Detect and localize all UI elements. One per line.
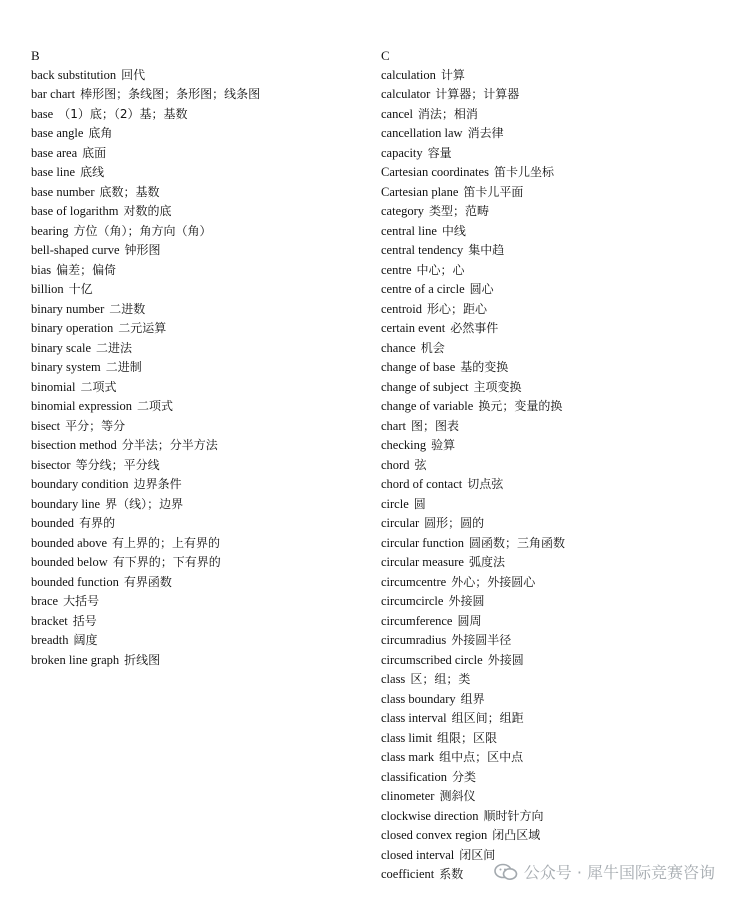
- glossary-entry: [31, 456, 361, 476]
- entry-term-english: classification: [381, 769, 447, 784]
- entry-term-english: circular function: [381, 535, 464, 550]
- entry-term-chinese: 中线: [441, 223, 466, 238]
- entry-term-chinese: 闭区间: [459, 847, 496, 862]
- entry-term-chinese: 十亿: [68, 282, 93, 296]
- glossary-entry: [381, 241, 721, 261]
- entry-term-english: centre: [381, 262, 412, 277]
- entry-term-english: capacity: [381, 145, 423, 160]
- glossary-entry: [31, 339, 361, 359]
- entry-term-chinese: 大括号: [63, 594, 100, 608]
- entry-term-chinese: 验算: [431, 438, 456, 452]
- glossary-entry: [31, 397, 361, 417]
- entry-term-chinese: 外心；外接圆心: [451, 574, 536, 589]
- entry-term-chinese: 有界函数: [123, 574, 172, 589]
- entry-term-chinese: 消去律: [467, 126, 504, 140]
- wechat-icon: [494, 863, 518, 881]
- entry-term-english: binary number: [31, 301, 105, 316]
- glossary-entry: [31, 163, 361, 183]
- entry-term-chinese: 有界的: [79, 516, 116, 530]
- glossary-entry: [381, 202, 721, 222]
- glossary-entry: [31, 651, 361, 671]
- entry-term-chinese: 底数；基数: [99, 184, 160, 199]
- entry-term-chinese: 切点弦: [467, 477, 504, 491]
- entry-term-english: circumference: [381, 613, 453, 628]
- glossary-entry: [381, 553, 721, 573]
- entry-term-english: binary operation: [31, 321, 114, 335]
- glossary-entry: [381, 358, 721, 378]
- glossary-entry: [381, 417, 721, 437]
- entry-term-english: certain event: [381, 321, 446, 335]
- entry-term-english: change of subject: [381, 379, 469, 394]
- entry-term-english: bearing: [31, 223, 69, 238]
- glossary-entry: [381, 495, 721, 515]
- glossary-entry: [381, 787, 721, 807]
- glossary-entry: [381, 163, 721, 183]
- glossary-entry: [381, 514, 721, 534]
- glossary-entry: [381, 378, 721, 398]
- entry-term-chinese: 闭凸区域: [492, 828, 541, 842]
- entry-term-english: closed interval: [381, 847, 455, 862]
- entry-term-english: central line: [381, 223, 437, 238]
- entry-term-english: bracket: [31, 613, 68, 628]
- glossary-entry: [381, 475, 721, 495]
- glossary-entry: [381, 436, 721, 456]
- glossary-entry: [31, 612, 361, 632]
- entry-term-chinese: 计算器；计算器: [435, 87, 520, 101]
- entry-term-chinese: 主项变换: [473, 379, 522, 394]
- glossary-entry: [381, 592, 721, 612]
- entry-term-chinese: 分类: [451, 769, 476, 784]
- entry-term-chinese: 外接圆: [487, 652, 524, 667]
- entry-term-english: base number: [31, 184, 95, 199]
- glossary-entry: [381, 124, 721, 144]
- entry-term-chinese: 集中趋: [468, 243, 505, 257]
- glossary-entry: [381, 222, 721, 242]
- entry-term-english: chart: [381, 418, 406, 433]
- entry-term-english: class: [381, 672, 406, 686]
- glossary-entry: [381, 807, 721, 827]
- entry-term-english: centre of a circle: [381, 282, 465, 296]
- glossary-entry: [381, 144, 721, 164]
- entry-term-chinese: 括号: [72, 613, 97, 628]
- entry-term-chinese: 必然事件: [450, 321, 499, 335]
- entry-term-english: circular measure: [381, 555, 464, 569]
- entry-term-english: chord: [381, 457, 410, 472]
- glossary-entry: [31, 319, 361, 339]
- entry-term-chinese: 折线图: [124, 652, 161, 667]
- watermark-text: 公众号 · 犀牛国际竞赛咨询: [523, 863, 715, 882]
- entry-term-chinese: 区；组；类: [410, 672, 471, 686]
- entry-term-english: Cartesian coordinates: [381, 165, 489, 179]
- entry-term-english: class limit: [381, 730, 433, 745]
- glossary-entry: [381, 729, 721, 749]
- entry-term-english: circumradius: [381, 633, 447, 647]
- glossary-entry: [31, 66, 361, 86]
- entry-term-chinese: 二元运算: [118, 321, 167, 335]
- entry-term-chinese: 二进数: [109, 301, 146, 316]
- entry-term-chinese: 计算: [440, 67, 465, 82]
- column-c: [381, 46, 721, 885]
- entry-term-chinese: 底面: [82, 145, 107, 160]
- entry-term-english: class boundary: [381, 691, 456, 706]
- entry-term-chinese: 圆心: [469, 282, 494, 296]
- entry-term-chinese: 二进法: [96, 340, 133, 355]
- entry-term-english: class mark: [381, 750, 435, 764]
- entry-term-chinese: 弦: [414, 457, 427, 472]
- entry-term-chinese: 组区间；组距: [451, 711, 524, 725]
- entry-term-english: base line: [31, 165, 76, 179]
- section-letter-b: B: [31, 48, 40, 63]
- glossary-entry: [381, 748, 721, 768]
- entry-term-chinese: 有上界的；上有界的: [112, 535, 221, 550]
- entry-term-english: bounded below: [31, 555, 108, 569]
- entry-term-english: boundary line: [31, 496, 101, 511]
- entry-term-english: circle: [381, 496, 409, 511]
- glossary-entry: [31, 280, 361, 300]
- entry-term-english: clinometer: [381, 789, 435, 803]
- entry-term-english: circumcircle: [381, 594, 444, 608]
- entry-term-english: brace: [31, 594, 59, 608]
- glossary-entry: [31, 261, 361, 281]
- entry-term-english: circular: [381, 516, 420, 530]
- entry-term-chinese: 二项式: [137, 399, 174, 413]
- glossary-entry: [381, 826, 721, 846]
- glossary-entry: [381, 573, 721, 593]
- entry-term-chinese: （1）底；（2）基；基数: [58, 106, 188, 121]
- glossary-entry: [381, 397, 721, 417]
- entry-term-chinese: 中心；心: [416, 262, 465, 277]
- entry-term-chinese: 圆周: [457, 613, 482, 628]
- entry-term-english: calculation: [381, 67, 436, 82]
- glossary-entry: [31, 631, 361, 651]
- entry-term-chinese: 形心；距心: [426, 301, 487, 316]
- entry-term-english: base area: [31, 145, 78, 160]
- entry-term-chinese: 笛卡儿平面: [463, 184, 524, 199]
- entry-term-chinese: 基的变换: [460, 360, 509, 374]
- glossary-entry: [381, 651, 721, 671]
- entry-term-chinese: 图；图表: [410, 418, 459, 433]
- entry-term-chinese: 边界条件: [133, 477, 182, 491]
- glossary-entry: [381, 85, 721, 105]
- entry-term-english: back substitution: [31, 67, 117, 82]
- glossary-entry: [381, 280, 721, 300]
- entry-term-chinese: 界（线）；边界: [105, 496, 184, 511]
- entry-term-chinese: 底角: [88, 126, 113, 140]
- glossary-list-c: [381, 66, 721, 885]
- glossary-entry: [31, 183, 361, 203]
- glossary-entry: [31, 144, 361, 164]
- entry-term-english: Cartesian plane: [381, 184, 459, 199]
- entry-term-english: breadth: [31, 633, 69, 647]
- entry-term-english: boundary condition: [31, 477, 129, 491]
- glossary-entry: [381, 319, 721, 339]
- glossary-entry: [31, 514, 361, 534]
- entry-term-english: bounded: [31, 516, 75, 530]
- entry-term-english: base angle: [31, 126, 84, 140]
- entry-term-english: central tendency: [381, 243, 464, 257]
- entry-term-english: base of logarithm: [31, 204, 119, 218]
- entry-term-english: bisector: [31, 457, 71, 472]
- entry-term-chinese: 容量: [427, 145, 452, 160]
- entry-term-chinese: 笛卡儿坐标: [493, 165, 554, 179]
- glossary-entry: [31, 300, 361, 320]
- glossary-entry: [31, 85, 361, 105]
- entry-term-chinese: 方位（角）；角方向（角）: [73, 223, 212, 238]
- entry-term-english: change of variable: [381, 399, 474, 413]
- glossary-list-b: [31, 66, 361, 671]
- entry-term-english: clockwise direction: [381, 808, 479, 823]
- entry-term-english: bar chart: [31, 87, 76, 101]
- entry-term-english: cancel: [381, 106, 413, 121]
- entry-term-chinese: 回代: [121, 67, 146, 82]
- glossary-entry: [381, 709, 721, 729]
- glossary-entry: [381, 534, 721, 554]
- entry-term-chinese: 偏差；偏倚: [56, 262, 117, 277]
- entry-term-chinese: 二项式: [80, 379, 117, 394]
- entry-term-english: bisection method: [31, 438, 117, 452]
- entry-term-english: chance: [381, 340, 416, 355]
- glossary-entry: [31, 553, 361, 573]
- glossary-entry: [381, 339, 721, 359]
- glossary-entry: [31, 202, 361, 222]
- entry-term-chinese: 对数的底: [123, 204, 172, 218]
- glossary-entry: [31, 495, 361, 515]
- entry-term-chinese: 顺时针方向: [483, 808, 544, 823]
- entry-term-chinese: 弧度法: [468, 555, 505, 569]
- glossary-entry: [31, 241, 361, 261]
- glossary-entry: [31, 436, 361, 456]
- entry-term-english: coefficient: [381, 867, 435, 881]
- entry-term-chinese: 棒形图；条线图；条形图；线条图: [80, 87, 261, 101]
- column-b: [31, 46, 361, 670]
- entry-term-chinese: 组限；区限: [437, 730, 498, 745]
- entry-term-chinese: 圆函数；三角函数: [468, 535, 565, 550]
- entry-term-english: class interval: [381, 711, 447, 725]
- glossary-entry: [31, 475, 361, 495]
- entry-term-chinese: 类型；范畴: [429, 204, 490, 218]
- glossary-entry: [31, 378, 361, 398]
- entry-term-english: checking: [381, 438, 427, 452]
- glossary-entry: [381, 670, 721, 690]
- entry-term-chinese: 外接圆半径: [451, 633, 512, 647]
- entry-term-english: category: [381, 204, 425, 218]
- glossary-entry: [31, 534, 361, 554]
- glossary-entry: [381, 105, 721, 125]
- entry-term-english: circumscribed circle: [381, 652, 483, 667]
- entry-term-english: broken line graph: [31, 652, 120, 667]
- glossary-entry: [381, 261, 721, 281]
- entry-term-english: base: [31, 106, 54, 121]
- entry-term-chinese: 等分线；平分线: [75, 457, 160, 472]
- glossary-entry: [381, 456, 721, 476]
- entry-term-english: change of base: [381, 360, 456, 374]
- glossary-entry: [31, 358, 361, 378]
- glossary-entry: [381, 66, 721, 86]
- watermark: [494, 860, 715, 883]
- entry-term-english: bell-shaped curve: [31, 243, 120, 257]
- entry-term-chinese: 有下界的；下有界的: [112, 555, 221, 569]
- entry-term-english: bounded above: [31, 535, 108, 550]
- entry-term-chinese: 二进制: [105, 360, 142, 374]
- entry-term-chinese: 消法；相消: [417, 106, 478, 121]
- entry-term-english: closed convex region: [381, 828, 488, 842]
- entry-term-chinese: 圆形；圆的: [424, 516, 485, 530]
- glossary-entry: [31, 417, 361, 437]
- entry-term-chinese: 组中点；区中点: [439, 750, 524, 764]
- entry-term-english: chord of contact: [381, 477, 463, 491]
- glossary-entry: [31, 124, 361, 144]
- entry-term-chinese: 平分；等分: [65, 418, 126, 433]
- entry-term-english: bias: [31, 262, 52, 277]
- entry-term-chinese: 换元；变量的换: [478, 399, 563, 413]
- glossary-entry: [381, 183, 721, 203]
- glossary-entry: [381, 631, 721, 651]
- glossary-entry: [31, 105, 361, 125]
- entry-term-chinese: 阔度: [73, 633, 98, 647]
- entry-term-chinese: 组界: [460, 691, 485, 706]
- entry-term-chinese: 外接圆: [448, 594, 485, 608]
- entry-term-english: billion: [31, 282, 64, 296]
- glossary-entry: [381, 768, 721, 788]
- entry-term-english: binomial: [31, 379, 76, 394]
- glossary-entry: [381, 690, 721, 710]
- entry-term-english: binomial expression: [31, 399, 133, 413]
- entry-term-english: centroid: [381, 301, 422, 316]
- section-letter-c: C: [381, 48, 390, 63]
- entry-term-chinese: 测斜仪: [439, 789, 476, 803]
- entry-term-chinese: 系数: [439, 867, 464, 881]
- entry-term-chinese: 机会: [420, 340, 445, 355]
- glossary-entry: [31, 222, 361, 242]
- entry-term-english: binary scale: [31, 340, 92, 355]
- entry-term-english: calculator: [381, 87, 431, 101]
- entry-term-chinese: 分半法；分半方法: [121, 438, 218, 452]
- entry-term-english: bounded function: [31, 574, 119, 589]
- entry-term-chinese: 圆: [413, 496, 426, 511]
- glossary-entry: [381, 612, 721, 632]
- entry-term-chinese: 钟形图: [124, 243, 161, 257]
- glossary-entry: [381, 300, 721, 320]
- entry-term-english: bisect: [31, 418, 61, 433]
- entry-term-english: cancellation law: [381, 126, 463, 140]
- entry-term-english: binary system: [31, 360, 101, 374]
- glossary-entry: [31, 573, 361, 593]
- entry-term-english: circumcentre: [381, 574, 447, 589]
- glossary-entry: [31, 592, 361, 612]
- entry-term-chinese: 底线: [80, 165, 105, 179]
